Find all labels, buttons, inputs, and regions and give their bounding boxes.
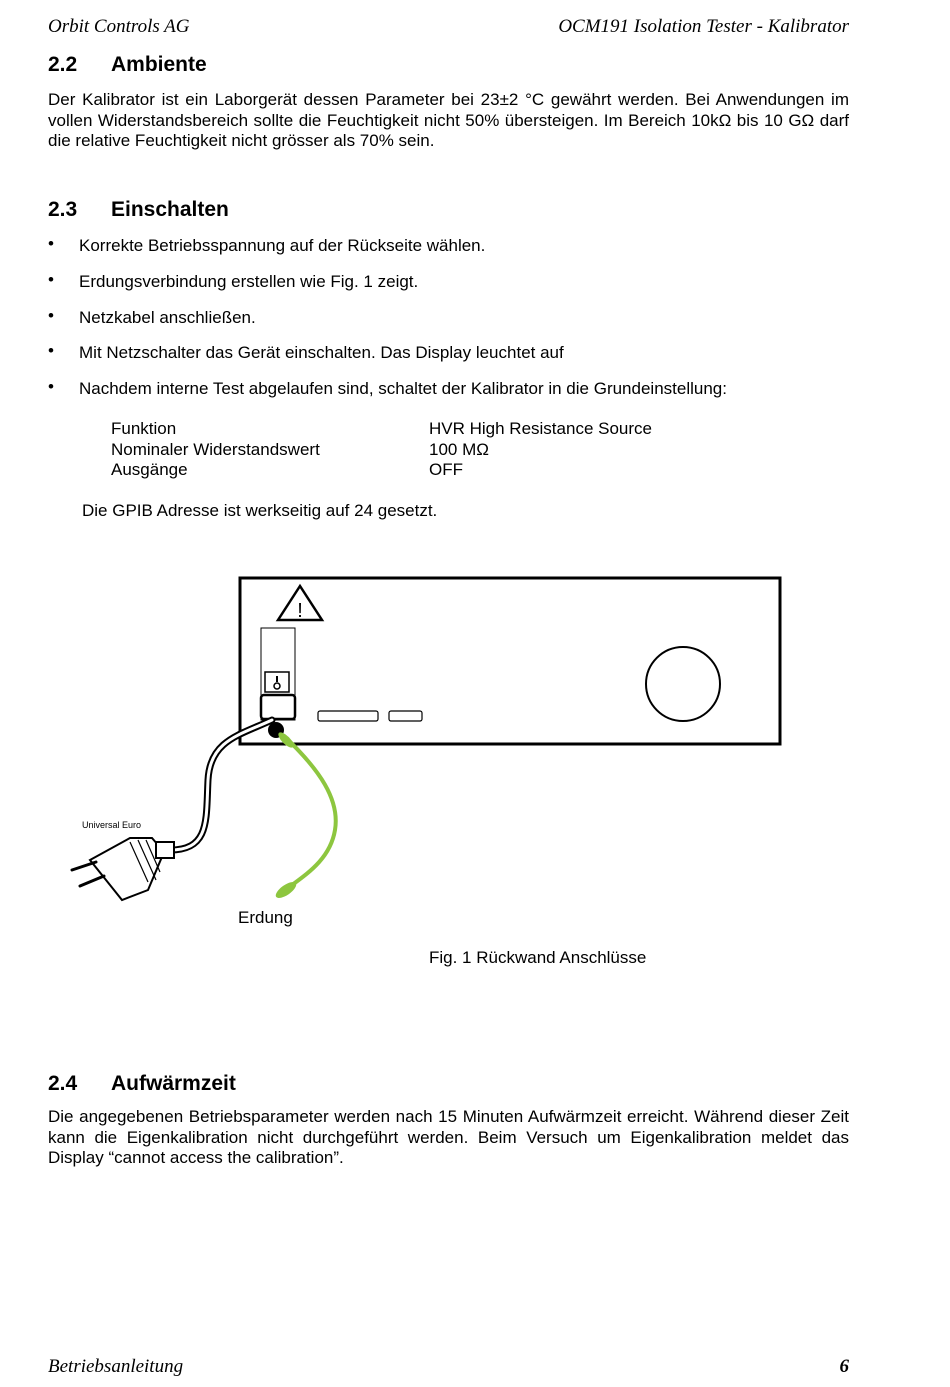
bullet-icon: • <box>48 306 54 325</box>
header-document-title: OCM191 Isolation Tester - Kalibrator <box>558 16 849 37</box>
settings-label: Nominaler Widerstandswert <box>111 439 320 459</box>
plug-label: Universal Euro <box>82 820 142 830</box>
ground-cable <box>284 736 336 888</box>
default-settings-table <box>111 419 652 481</box>
rear-panel-drawing <box>60 570 800 910</box>
list-item-text: Nachdem interne Test abgelaufen sind, schaltet der Kalibrator in die Grundeinstellung: <box>79 379 727 398</box>
round-connector-icon <box>646 647 720 721</box>
settings-row <box>111 419 652 440</box>
section-number: 2.2 <box>48 53 78 76</box>
section-heading-einschalten <box>48 198 229 222</box>
settings-value: OFF <box>429 460 463 479</box>
header-company: Orbit Controls AG <box>48 16 190 37</box>
power-module <box>261 628 295 720</box>
list-item-text: Mit Netzschalter das Gerät einschalten. Das Display leuchtet auf <box>79 343 564 362</box>
bullet-icon: • <box>48 377 54 396</box>
settings-row <box>111 439 489 461</box>
settings-value: 100 MΩ <box>429 439 489 459</box>
section-number: 2.3 <box>48 198 78 221</box>
list-item-text: Korrekte Betriebsspannung auf der Rückseite wählen. <box>79 236 486 255</box>
gpib-note: Die GPIB Adresse ist werkseitig auf 24 gesetzt. <box>82 501 438 520</box>
section-title: Ambiente <box>111 53 207 76</box>
slot-narrow <box>389 711 422 721</box>
ambiente-paragraph: Der Kalibrator ist ein Laborgerät dessen Parameter bei 23±2 °C gewährt werden. Bei Anwendungen im vollen Widerstandsbereich sollte die Feuchtigkeit nicht 50% übersteigen. Im Bereich 10kΩ bis 10 GΩ darf die relative Feuchtigkeit nicht grösser als 70% sein. <box>48 90 849 150</box>
aufwaermzeit-paragraph: Die angegebenen Betriebsparameter werden nach 15 Minuten Aufwärmzeit erreicht. Während dieser Zeit kann die Eigenkalibration nicht durchgeführt werden. Beim Versuch um Eigenkalibration meldet das Display “cannot access the calibration”. <box>48 1107 849 1167</box>
power-cable <box>170 720 272 850</box>
section-title: Aufwärmzeit <box>111 1072 236 1095</box>
slot-wide <box>318 711 378 721</box>
ground-label: Erdung <box>238 908 293 927</box>
figure-caption: Fig. 1 Rückwand Anschlüsse <box>429 948 647 967</box>
settings-row <box>111 460 463 481</box>
power-inlet <box>261 695 295 719</box>
bullet-icon: • <box>48 270 54 289</box>
warning-symbol: ! <box>297 600 303 622</box>
settings-value: HVR High Resistance Source <box>429 419 652 438</box>
section-heading-aufwaermzeit <box>48 1072 236 1096</box>
section-number: 2.4 <box>48 1072 78 1095</box>
settings-label: Ausgänge <box>111 460 188 479</box>
footer-label: Betriebsanleitung <box>48 1356 184 1377</box>
rear-panel-figure <box>60 570 800 915</box>
section-heading-ambiente <box>48 53 207 77</box>
ground-plug-top <box>276 730 296 750</box>
bullet-icon: • <box>48 234 54 253</box>
page-number: 6 <box>839 1356 849 1377</box>
list-item-text: Netzkabel anschließen. <box>79 308 256 327</box>
list-item-text: Erdungsverbindung erstellen wie Fig. 1 zeigt. <box>79 272 419 291</box>
euro-plug-icon <box>72 838 174 900</box>
device-housing <box>240 578 780 744</box>
bullet-icon: • <box>48 341 54 360</box>
settings-label: Funktion <box>111 419 177 438</box>
section-title: Einschalten <box>111 198 229 221</box>
